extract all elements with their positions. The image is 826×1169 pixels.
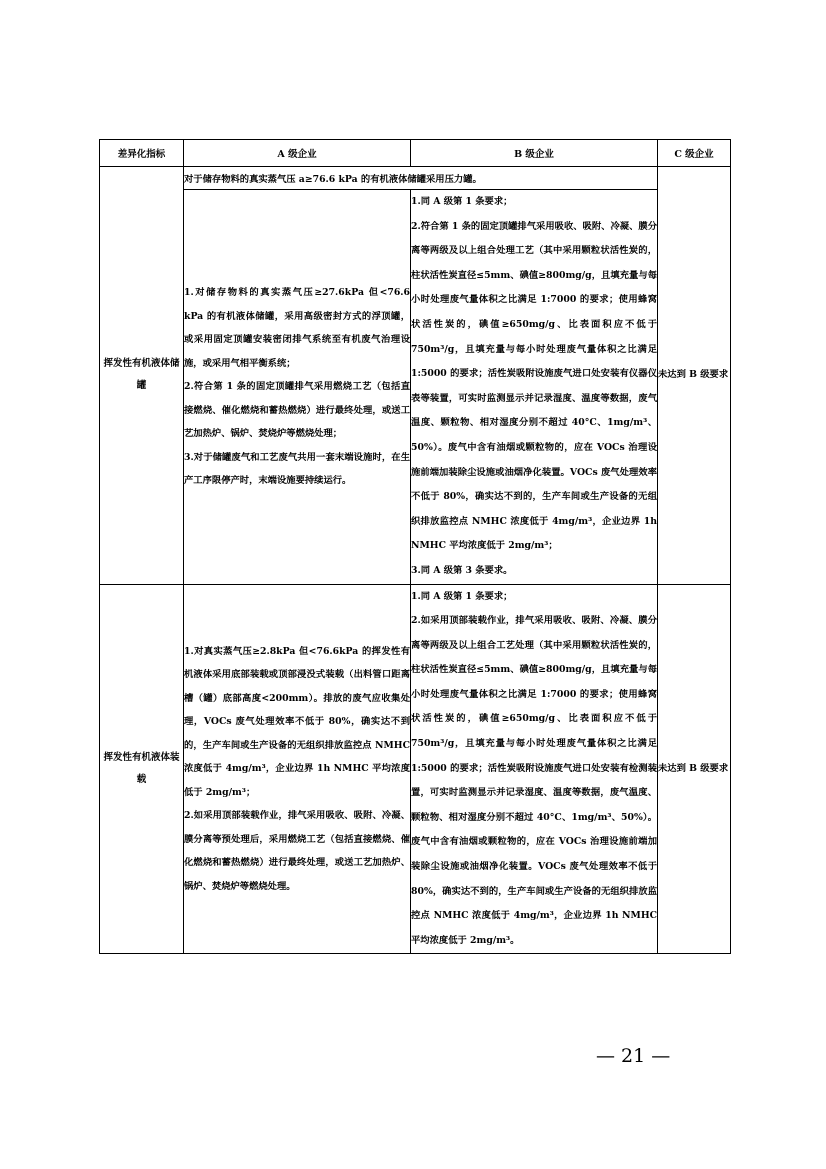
pressure-tank-note: 对于储存物料的真实蒸气压 a≥76.6 kPa 的有机液体储罐采用压力罐。 [184, 167, 658, 190]
c-level-cell: 未达到 B 级要求 [658, 167, 731, 585]
b-level-cell [411, 584, 658, 954]
header-c-level: C 级企业 [658, 140, 731, 167]
a-level-cell [184, 190, 411, 585]
header-b-level: B 级企业 [411, 140, 658, 167]
requirement-item: 2.如采用顶部装载作业，排气采用吸收、吸附、冷凝、膜分离等预处理后，采用燃烧工艺（包括直接燃烧、催化燃烧和蓄热燃烧）进行最终处理，或送工艺加热炉、锅炉、焚烧炉等燃烧处理。 [184, 810, 410, 892]
header-row [100, 140, 731, 167]
category-cell: 挥发性有机液体装载 [100, 584, 184, 954]
requirement-item: 1.对储存物料的真实蒸气压≥27.6kPa 但<76.6 kPa 的有机液体储罐，采用高级密封方式的浮顶罐，或采用固定顶罐安装密闭排气系统至有机废气治理设施，或采用气相平衡系统； [184, 287, 410, 369]
c-level-cell: 未达到 B 级要求 [658, 584, 731, 954]
requirement-item: 1.对真实蒸气压≥2.8kPa 但<76.6kPa 的挥发性有机液体采用底部装载或顶部浸没式装载（出料管口距离槽（罐）底部高度<200mm）。排放的废气应收集处理，VOCs 废气处理效率不低于 80%，确实达不到的，生产车间或生产设备的无组织排放监控点 NMHC 浓度低于 4mg/m³，企业边界 1h NMHC 平均浓度低于 2mg/m³； [184, 645, 410, 798]
requirement-item: 1.同 A 级第 1 条要求； [411, 590, 513, 602]
a-level-cell [184, 584, 411, 954]
requirement-item: 3.对于储罐废气和工艺废气共用一套末端设施时，在生产工序限停产时，末端设施要持续运行。 [184, 451, 410, 486]
requirement-item: 2.符合第 1 条的固定顶罐排气采用燃烧工艺（包括直接燃烧、催化燃烧和蓄热燃烧）进行最终处理，或送工艺加热炉、锅炉、焚烧炉等燃烧处理； [184, 381, 410, 439]
requirement-item: 2.符合第 1 条的固定顶罐排气采用吸收、吸附、冷凝、膜分离等两级及以上组合处理工艺（其中采用颗粒状活性炭的，柱状活性炭直径≤5mm、碘值≥800mg/g，且填充量与每小时处理废气量体积之比满足 1:7000 的要求；使用蜂窝状活性炭的，碘值≥650mg/g、比表面积应不低于 750m³/g，且填充量与每小时处理废气量体积之比满足 1:5000 的要求；活性炭吸附设施废气进口处安装有仪器仪表等装置，可实时监测显示并记录湿度、温度等数据，废气温度、颗粒物、相对湿度分别不超过 40°C、1mg/m³、50%）。废气中含有油烟或颗粒物的，应在 VOCs 治理设施前端加装除尘设施或油烟净化装置。VOCs 废气处理效率不低于 80%，确实达不到的，生产车间或生产设备的无组织排放监控点 NMHC 浓度低于 4mg/m³，企业边界 1h NMHC 平均浓度低于 2mg/m³； [411, 220, 657, 552]
header-a-level: A 级企业 [184, 140, 411, 167]
requirement-item: 2.如采用顶部装载作业，排气采用吸收、吸附、冷凝、膜分离等两级及以上组合工艺处理（其中采用颗粒状活性炭的，柱状活性炭直径≤5mm、碘值≥800mg/g，且填充量与每小时处理废气量体积之比满足 1:7000 的要求；使用蜂窝状活性炭的，碘值≥650mg/g、比表面积应不低于 750m³/g，且填充量与每小时处理废气量体积之比满足 1:5000 的要求；活性炭吸附设施废气进口处安装有检测装置，可实时监测显示并记录湿度、温度等数据，废气温度、颗粒物、相对湿度分别不超过 40°C、1mg/m³、50%）。废气中含有油烟或颗粒物的，应在 VOCs 治理设施前端加装除尘设施或油烟净化装置。VOCs 废气处理效率不低于 80%，确实达不到的，生产车间或生产设备的无组织排放监控点 NMHC 浓度低于 4mg/m³，企业边界 1h NMHC 平均浓度低于 2mg/m³。 [411, 615, 657, 946]
header-indicator: 差异化指标 [100, 140, 184, 167]
requirement-item: 3.同 A 级第 3 条要求。 [411, 564, 513, 576]
category-cell: 挥发性有机液体储罐 [100, 167, 184, 585]
table-row [100, 190, 731, 585]
page-number: — 21 — [596, 1045, 671, 1067]
table-row [100, 584, 731, 954]
table-row [100, 167, 731, 190]
requirements-table [99, 139, 731, 954]
requirement-item: 1.同 A 级第 1 条要求； [411, 196, 513, 207]
b-level-cell [411, 190, 658, 585]
